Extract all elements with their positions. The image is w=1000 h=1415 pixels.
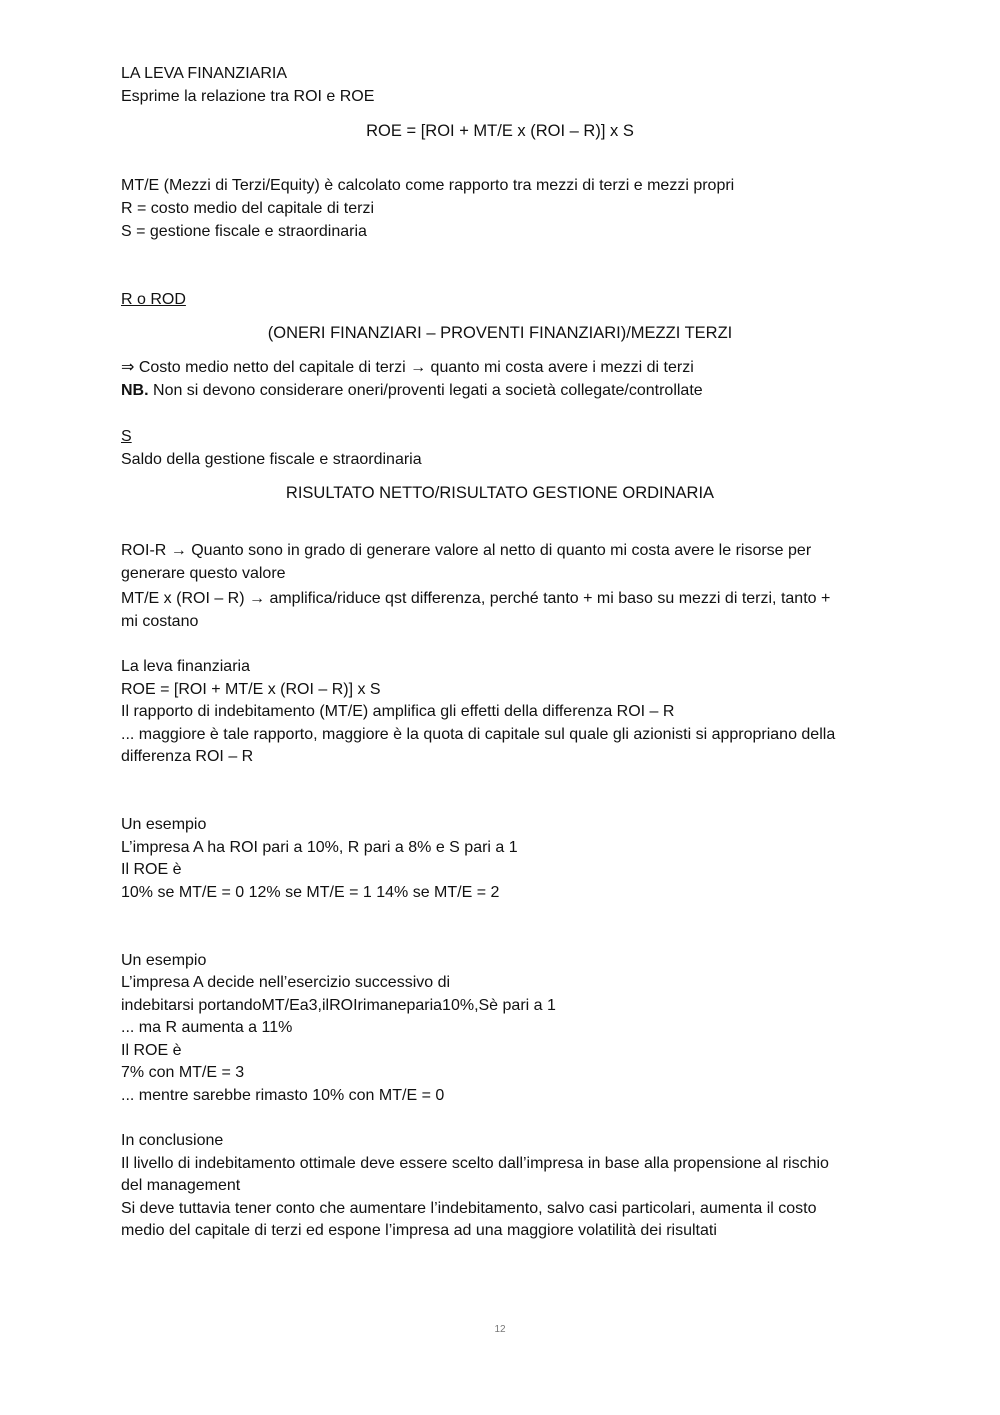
example2-line: 7% con MT/E = 3	[121, 1064, 245, 1081]
rod-description: ⇒ Costo medio netto del capitale di terzi → quanto mi costa avere i mezzi di terzi	[121, 359, 694, 376]
conclusion-line: In conclusione	[121, 1132, 224, 1149]
s-heading: S	[121, 428, 132, 445]
rod-formula: (ONERI FINANZIARI – PROVENTI FINANZIARI)/MEZZI TERZI	[267, 324, 733, 342]
explanation-line: ROI-R → Quanto sono in grado di generare valore al netto di quanto mi costa avere le risorse per	[121, 542, 812, 559]
example1-line: 10% se MT/E = 0 12% se MT/E = 1 14% se MT/E = 2	[121, 884, 500, 901]
example1-line: L’impresa A ha ROI pari a 10%, R pari a 8% e S pari a 1	[121, 839, 518, 856]
explanation-line: MT/E x (ROI – R) → amplifica/riduce qst differenza, perché tanto + mi baso su mezzi di terzi, tanto +	[121, 590, 831, 607]
rod-heading: R o ROD	[121, 291, 186, 308]
conclusion-line: Si deve tuttavia tener conto che aumentare l’indebitamento, salvo casi particolari, aumenta il costo	[121, 1200, 817, 1217]
conclusion-line: Il livello di indebitamento ottimale deve essere scelto dall’impresa in base alla propensione al rischio	[121, 1155, 829, 1172]
example2-line: Il ROE è	[121, 1042, 182, 1059]
explanation-line: generare questo valore	[121, 565, 286, 582]
nb-text: Non si devono considerare oneri/proventi legati a società collegate/controllate	[148, 382, 703, 399]
leva-line: differenza ROI – R	[121, 748, 254, 765]
rod-note	[121, 380, 703, 402]
s-formula: RISULTATO NETTO/RISULTATO GESTIONE ORDINARIA	[285, 484, 715, 502]
example2-line: ... ma R aumenta a 11%	[121, 1019, 293, 1036]
main-formula: ROE = [ROI + MT/E x (ROI – R)] x S	[366, 122, 634, 140]
example2-line: L’impresa A decide nell’esercizio successivo di	[121, 974, 451, 991]
definition-line: MT/E (Mezzi di Terzi/Equity) è calcolato come rapporto tra mezzi di terzi e mezzi propri	[121, 177, 735, 194]
definition-line: R = costo medio del capitale di terzi	[121, 200, 375, 217]
conclusion-line: del management	[121, 1177, 241, 1194]
conclusion-line: medio del capitale di terzi ed espone l’impresa ad una maggiore volatilità dei risultati	[121, 1222, 717, 1239]
explanation-line: mi costano	[121, 613, 199, 630]
page-title: LA LEVA FINANZIARIA	[121, 65, 287, 82]
nb-label: NB.	[121, 382, 149, 399]
intro-text: Esprime la relazione tra ROI e ROE	[121, 88, 375, 105]
example2-line: indebitarsi portandoMT/Ea3,ilROIrimaneparia10%,Sè pari a 1	[121, 997, 556, 1014]
example2-line: ... mentre sarebbe rimasto 10% con MT/E = 0	[121, 1087, 445, 1104]
leva-line: Il rapporto di indebitamento (MT/E) amplifica gli effetti della differenza ROI – R	[121, 703, 675, 720]
leva-line: La leva finanziaria	[121, 658, 250, 675]
example2-line: Un esempio	[121, 952, 207, 969]
s-description: Saldo della gestione fiscale e straordinaria	[121, 451, 422, 468]
leva-line: ... maggiore è tale rapporto, maggiore è la quota di capitale sul quale gli azionisti si appropriano della	[121, 726, 836, 743]
example1-line: Un esempio	[121, 816, 207, 833]
example1-line: Il ROE è	[121, 861, 182, 878]
leva-line: ROE = [ROI + MT/E x (ROI – R)] x S	[121, 681, 381, 698]
page-number: 12	[494, 1324, 506, 1335]
definition-line: S = gestione fiscale e straordinaria	[121, 223, 367, 240]
